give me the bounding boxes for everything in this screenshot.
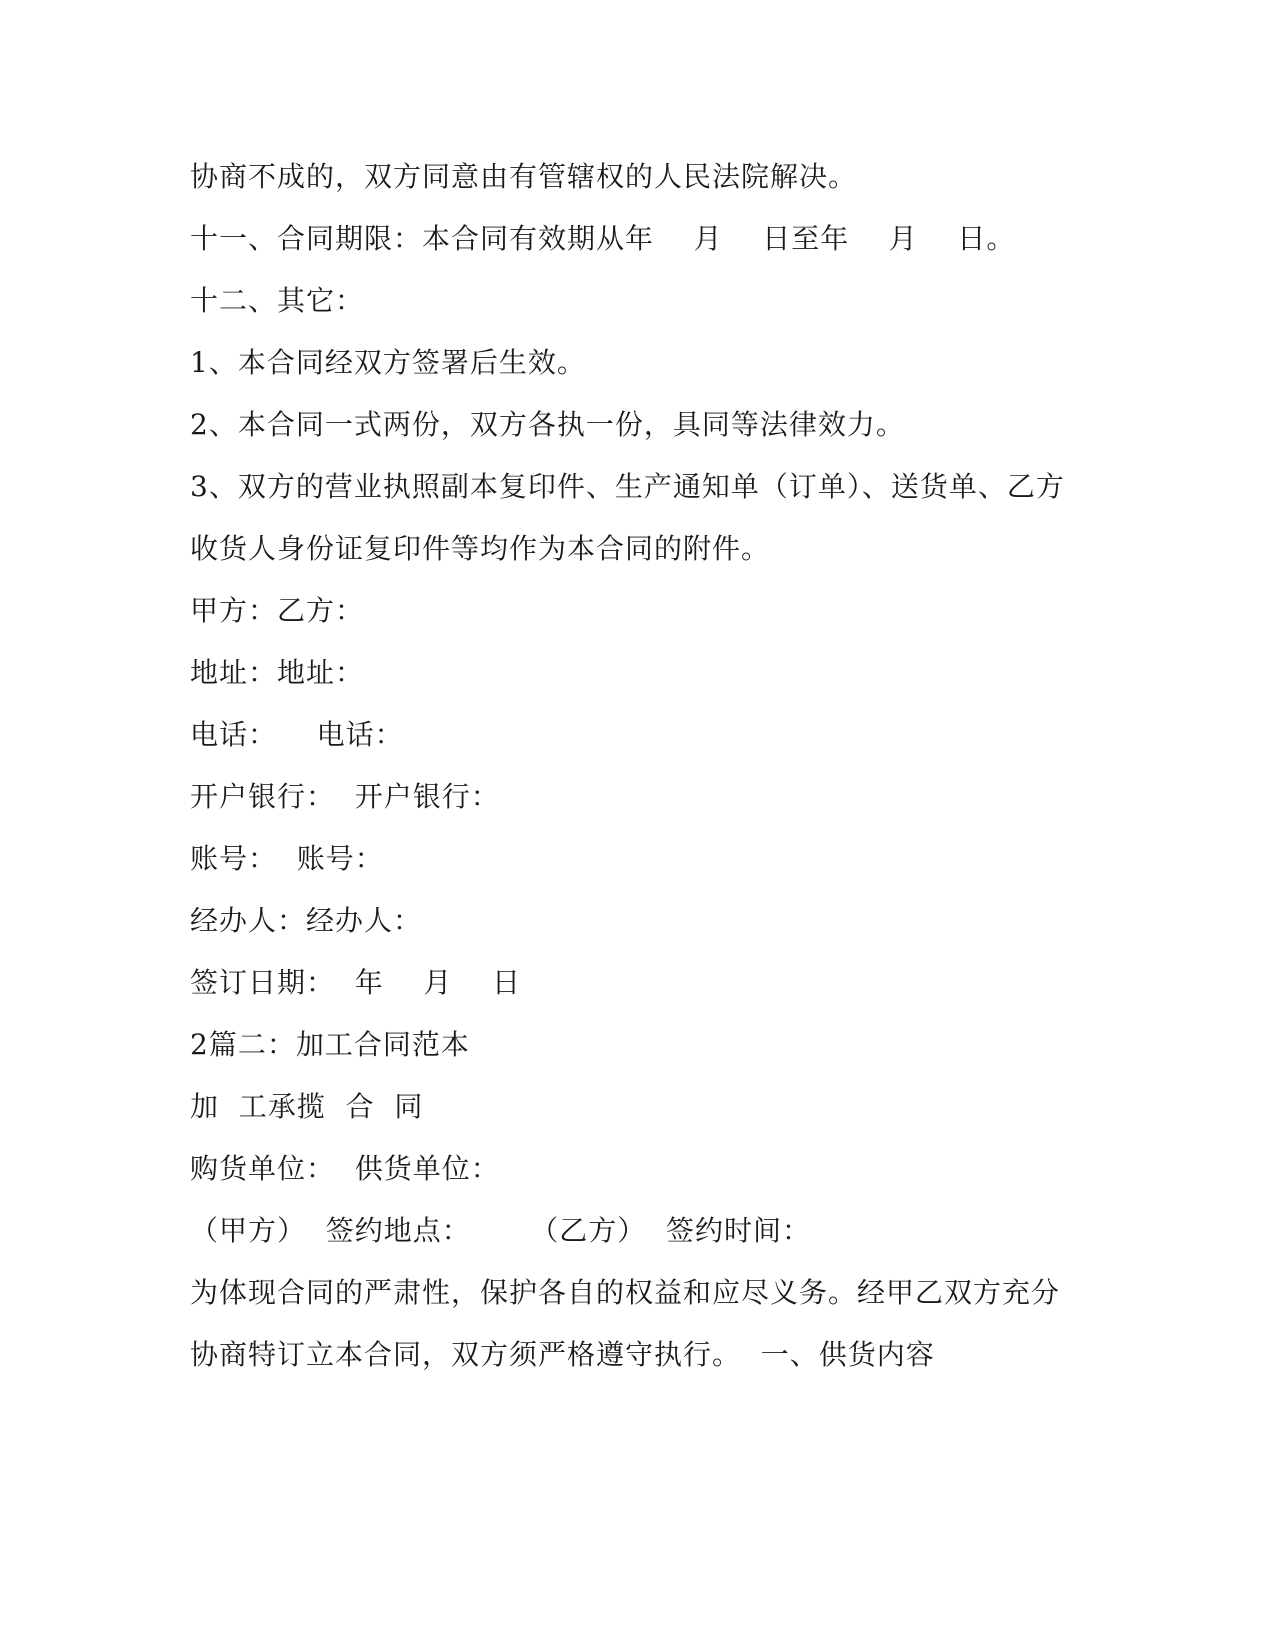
party-names: 甲方：乙方： <box>190 594 365 627</box>
clause-12-item-3: 3、双方的营业执照副本复印件、生产通知单（订单）、送货单、乙方 <box>190 470 1065 503</box>
section-heading-2: 2篇二：加工合同范本 <box>190 1028 470 1061</box>
preamble-line-1: 为体现合同的严肃性，保护各自的权益和应尽义务。经甲乙双方充分 <box>190 1276 1061 1309</box>
clause-10-continuation: 协商不成的，双方同意由有管辖权的人民法院解决。 <box>190 160 858 193</box>
contract-title: 加 工承揽 合 同 <box>190 1090 424 1123</box>
clause-11-term: 十一、合同期限：本合同有效期从年 月 日至年 月 日。 <box>190 222 1016 255</box>
signing-date: 签订日期： 年 月 日 <box>190 966 522 999</box>
preamble-line-2: 协商特订立本合同，双方须严格遵守执行。 一、供货内容 <box>190 1338 935 1371</box>
clause-12-item-3-continuation: 收货人身份证复印件等均作为本合同的附件。 <box>190 532 771 565</box>
clause-12-heading: 十二、其它： <box>190 284 365 317</box>
clause-12-item-2: 2、本合同一式两份，双方各执一份，具同等法律效力。 <box>190 408 905 441</box>
buyer-supplier-units: 购货单位： 供货单位： <box>190 1152 500 1185</box>
party-banks: 开户银行： 开户银行： <box>190 780 500 813</box>
signing-place-time: （甲方） 签约地点： （乙方） 签约时间： <box>190 1214 812 1247</box>
party-accounts: 账号： 账号： <box>190 842 384 875</box>
party-addresses: 地址：地址： <box>190 656 365 689</box>
party-phones: 电话： 电话： <box>190 718 404 751</box>
clause-12-item-1: 1、本合同经双方签署后生效。 <box>190 346 586 379</box>
party-agents: 经办人：经办人： <box>190 904 423 937</box>
